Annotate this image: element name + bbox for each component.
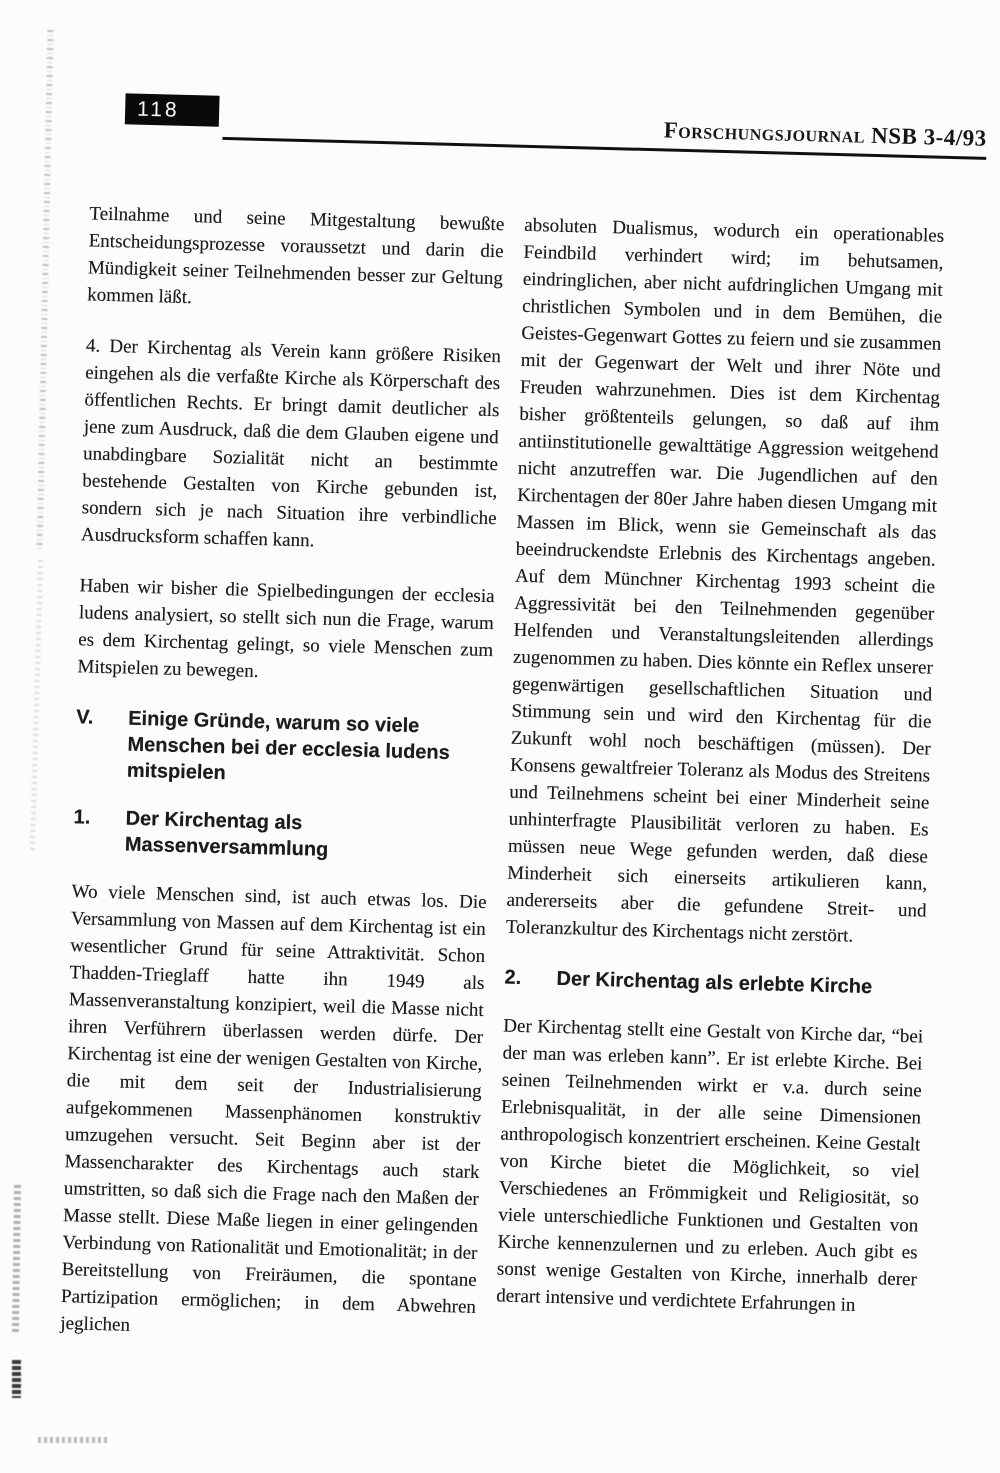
paragraph: absoluten Dualismus, wodurch ein operationables Feindbild verhindert wird; im behutsamen, eindringlichen, aber nicht aufdringlichen Umgang mit christlichen Symbolen und in dem Bemühen, die Geistes-Gegenwart Gottes zu feiern und sie zusammen mit der Gegenwart der Welt und ihrer Nöte und Freuden wahrzunehmen. Dies ist dem Kirchentag bisher größtenteils gelungen, so daß auf ihm antiinstitutionelle gewalttätige Aggression weitgehend nicht anzutreffen war. Die Jugendlichen auf den Kirchentagen der 80er Jahre haben diesen Umgang mit Massen im Blick, wenn sie Gemeinschaft als das beeindruckendste Erlebnis des Kirchentags angeben. Auf dem Münchner Kirchentag 1993 scheint die Aggressivität bei den Teilnehmenden gegenüber Helfenden und Veranstaltungsleitenden allerdings zugenommen zu haben. Dies könnte ein Reflex unserer gegenwärtigen gesellschaftlichen Situation und Stimmung sein und wird den Kirchentag für die Zukunft wohl noch beschäftigen (müssen). Der Konsens gewaltfreier Toleranz als Modus des Streitens und Teilnehmens scheint bei einer Minderheit seine unhinterfragte Plausibilität verloren zu haben. Es müssen neue Wege gefunden werden, daß diese Minderheit sich einerseits artikulieren kann, andererseits aber die gefundene Streit- und Toleranzkultur des Kirchentags nicht zerstört. <box>505 214 945 947</box>
section-title: Einige Gründe, warum so viele Menschen bei der ecclesia ludens mitspielen <box>126 707 451 785</box>
section-heading-1 <box>73 804 489 867</box>
section-number: 1. <box>73 806 91 829</box>
paragraph: Wo viele Menschen sind, ist auch etwas los. Die Versammlung von Massen auf dem Kirchentag ist ein wesentlicher Grund für seine Attraktivität. Schon Thadden-Trieglaff hatte ihn 1949 als Massenveranstaltung konzipiert, weil die Masse nicht ihren Verführern überlassen werden dürfe. Der Kirchentag ist eine der wenigen Gestalten von Kirche, die mit dem seit der Industrialisierung aufgekommenen Massenphänomen konstruktiv umzugehen versucht. Seit Beginn aber ist der Massencharakter des Kirchentags auch stark umstritten, so daß sich die Frage nach den Maßen der Masse stellt. Diese Maße liegen in einer gelingenden Verbindung von Rationalität und Emotionalität; in der Bereitstellung von Freiräumen, die spontane Partizipation ermöglichen; in dem Abwehren jeglichen <box>60 881 487 1336</box>
section-title: Der Kirchentag als erlebte Kirche <box>556 967 873 999</box>
paragraph: Teilnahme und seine Mitgestaltung bewußte Entscheidungsprozesse voraussetzt und darin die Mündigkeit seiner Teilnehmenden besser zur Geltung kommen läßt. <box>87 203 505 309</box>
paragraph: Der Kirchentag stellt eine Gestalt von Kirche dar, “bei der man was erleben kann”. Er ist erlebte Kirche. Bei seinen Teilnehmenden wirkt er v.a. durch seine Erlebnisqualität, in der alle seine Dimensionen anthropologisch konzentriert erscheinen. Keine Gestalt von Kirche bietet die Möglichkeit, so viel Verschiedenes an Frömmigkeit und Religiosität, so viele unterschiedliche Funktionen und Gestalten von Kirche kennenzulernen und zu erleben. Auch gibt es sonst wenige Gestalten von Kirche, innerhalb derer derart intensive und verdichtete Erfahrungen in <box>495 1015 924 1316</box>
journal-header: Forschungsjournal NSB 3-4/93 <box>663 117 988 151</box>
paragraph: 4. Der Kirchentag als Verein kann größere Risiken eingehen als die verfaßte Kirche als Körperschaft des öffentlichen Rechts. Er bringt damit deutlicher als jene zum Ausdruck, daß die dem Glauben eigene und unabdingbare Sozialität nicht an bestimmte bestehende Gestalten von Kirche gebunden ist, sondern sich je nach Situation ihre verbindliche Ausdrucksform schaffen kann. <box>80 335 502 552</box>
section-heading-v <box>75 704 492 793</box>
paragraph: Haben wir bisher die Spielbedingungen der ecclesia ludens analysiert, so stellt sich nun die Frage, warum es dem Kirchentag gelingt, so viele Menschen zum Mitspielen zu bewegen. <box>77 575 495 682</box>
section-number: 2. <box>504 966 522 989</box>
section-heading-2 <box>504 965 925 1002</box>
section-number: V. <box>75 706 94 729</box>
right-column <box>495 212 945 1360</box>
text-columns <box>60 200 944 1359</box>
page-number-badge: 118 <box>125 93 220 126</box>
left-column <box>60 200 505 1347</box>
section-title: Der Kirchentag als Massenversammlung <box>124 807 329 861</box>
